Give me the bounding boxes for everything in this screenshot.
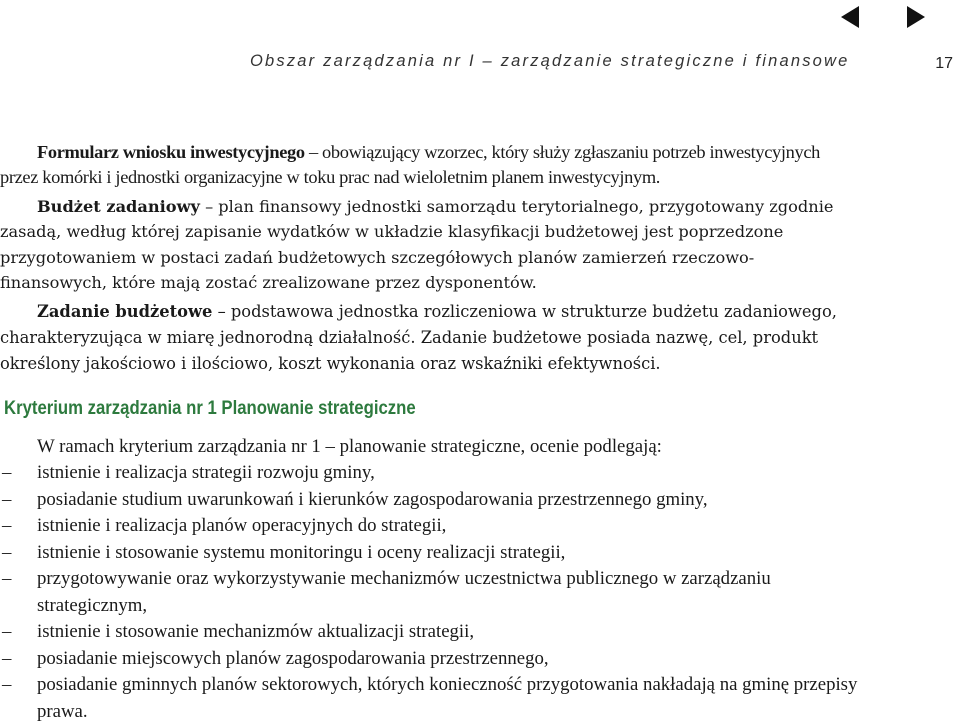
criteria-list [0,460,860,725]
triangle-left-icon [839,5,861,29]
list-item: – istnienie i realizacja strategii rozwoju gminy, [0,460,860,487]
dash-bullet: – [2,541,12,563]
running-header: Obszar zarządzania nr I – zarządzanie strategiczne i finansowe [250,52,850,70]
definition-term: Zadanie budżetowe [37,302,213,322]
definition-formularz [0,140,850,190]
dash-bullet: – [2,621,12,642]
section-title: Kryterium zarządzania nr 1 Planowanie strategiczne [4,398,416,419]
dash-bullet: – [2,568,12,589]
definition-text: – podstawowa jednostka rozliczeniowa w strukturze budżetu zadaniowego, charakteryzująca w miarę jednorodną działalność. Zadanie budżetowe posiada nazwę, cel, produkt określony jakościowo i ilościowo, koszt wykonania oraz wskaźniki efektywności. [0,302,837,374]
list-item: – posiadanie miejscowych planów zagospodarowania przestrzennego, [0,646,860,673]
dash-bullet: – [2,647,12,669]
definition-text: – obowiązujący wzorzec, który służy zgłaszaniu potrzeb inwestycyjnych przez komórki i jednostki organizacyjne w toku prac nad wieloletnim planem inwestycyjnym. [0,142,820,187]
triangle-right-icon [905,5,927,29]
list-item: – posiadanie gminnych planów sektorowych, których konieczność przygotowania nakładają na gminę przepisy prawa. [2,674,858,722]
page-number: 17 [935,55,953,72]
definitions-block [0,140,850,377]
list-item: – istnienie i stosowanie systemu monitoringu i oceny realizacji strategii, [0,540,860,567]
next-page-button[interactable] [903,4,929,30]
dash-bullet: – [2,488,12,510]
section-intro: W ramach kryterium zarządzania nr 1 – planowanie strategiczne, ocenie podlegają: [37,436,662,457]
list-item: – przygotowywanie oraz wykorzystywanie mechanizmów uczestnictwa publicznego w zarządzaniu strategicznym, [2,568,771,616]
definition-term: Formularz wniosku inwestycyjnego [37,142,305,162]
list-item: – posiadanie studium uwarunkowań i kierunków zagospodarowania przestrzennego gminy, [0,487,860,514]
dash-bullet: – [2,515,12,536]
list-item: – istnienie i stosowanie mechanizmów aktualizacji strategii, [0,619,860,646]
definition-term: Budżet zadaniowy [37,197,200,216]
definition-zadanie-budzetowe [0,299,850,377]
definition-budzet-zadaniowy [0,194,850,295]
dash-bullet: – [2,462,12,483]
dash-bullet: – [2,674,12,695]
page-navigation [837,4,929,30]
previous-page-button[interactable] [837,4,863,30]
definition-text: – plan finansowy jednostki samorządu terytorialnego, przygotowany zgodnie zasadą, według której zapisanie wydatków w układzie klasyfikacji budżetowej jest poprzedzone przygotowaniem w postaci zadań budżetowych szczegółowych planów zamierzeń rzeczowo-finansowych, które mają zostać zrealizowane przez dysponentów. [0,197,834,292]
list-item: – istnienie i realizacja planów operacyjnych do strategii, [0,513,860,540]
